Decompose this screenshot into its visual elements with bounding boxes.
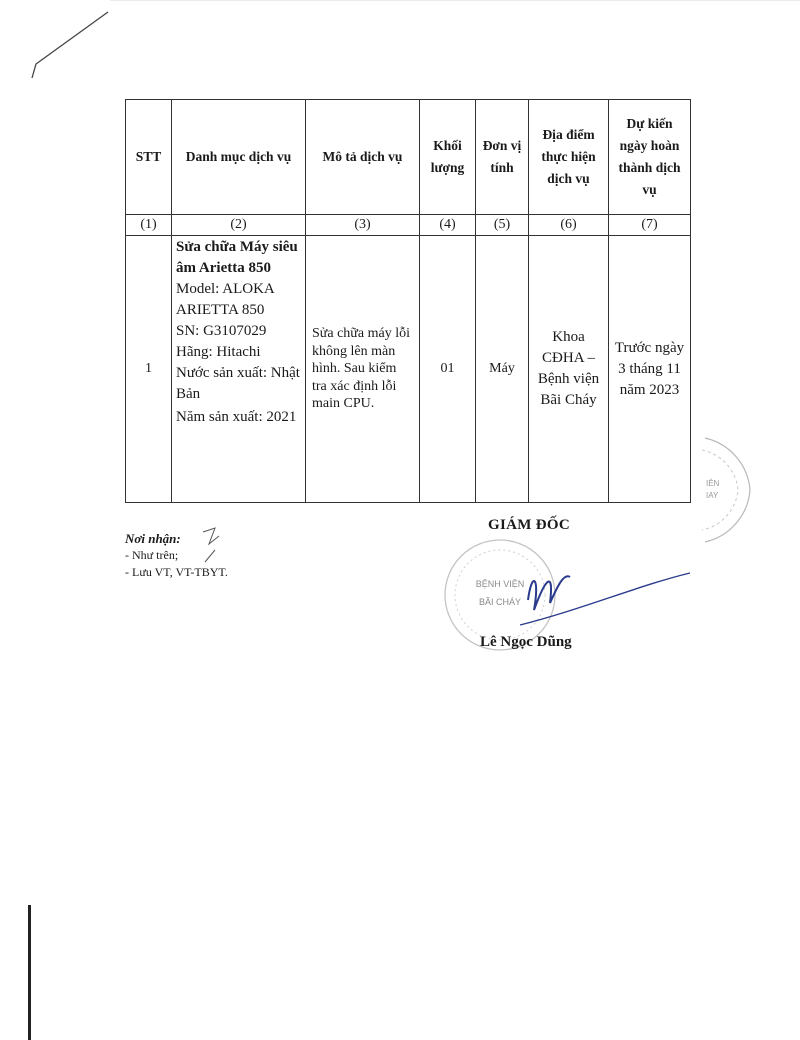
side-stamp-fragment: [700, 430, 760, 550]
header-location: Địa điểm thực hiện dịch vụ: [529, 100, 609, 215]
service-model: Model: ALOKA ARIETTA 850: [176, 281, 274, 318]
header-quantity: Khối lượng: [420, 100, 476, 215]
svg-text:IÊN: IÊN: [706, 479, 720, 488]
row-stt: 1: [126, 236, 172, 503]
service-origin: Nước sản xuất: Nhật Bản: [176, 365, 300, 402]
index-cell: (1): [126, 215, 172, 236]
signer-title: GIÁM ĐỐC: [488, 517, 570, 533]
row-deadline: Trước ngày 3 tháng 11 năm 2023: [609, 236, 691, 503]
services-table: [125, 99, 691, 503]
index-cell: (6): [529, 215, 609, 236]
header-description: Mô tả dịch vụ: [306, 100, 420, 215]
row-unit: Máy: [476, 236, 529, 503]
row-description: Sửa chữa máy lỗi không lên màn hình. Sau kiểm tra xác định lỗi main CPU.: [306, 236, 420, 503]
header-stt: STT: [126, 100, 172, 215]
scan-edge: [28, 905, 31, 1040]
index-cell: (2): [172, 215, 306, 236]
svg-text:BÃI CHÁY: BÃI CHÁY: [478, 597, 522, 607]
index-cell: (7): [609, 215, 691, 236]
recipients-title: Nơi nhận:: [125, 531, 181, 546]
fold-mark: [0, 0, 140, 90]
service-name: Sửa chữa Máy siêu âm Arietta 850: [176, 239, 298, 276]
service-serial: SN: G3107029: [176, 323, 267, 339]
index-row: [126, 215, 691, 236]
recipient-item: - Như trên;: [125, 548, 179, 562]
row-location: Khoa CĐHA – Bệnh viện Bãi Cháy: [529, 236, 609, 503]
header-row: [126, 100, 691, 215]
index-cell: (4): [420, 215, 476, 236]
svg-text:BỆNH VIỆN: BỆNH VIỆN: [475, 579, 525, 589]
recipient-item: - Lưu VT, VT-TBYT.: [125, 565, 228, 579]
initials-mark: [195, 522, 235, 567]
header-service-list: Danh mục dịch vụ: [172, 100, 306, 215]
index-cell: (3): [306, 215, 420, 236]
service-year: Năm sản xuất: 2021: [176, 409, 297, 425]
signature-block: [440, 515, 700, 665]
signer-name: Lê Ngọc Dũng: [480, 634, 572, 650]
row-service: [172, 236, 306, 503]
table-row: [126, 236, 691, 503]
header-unit: Đơn vị tính: [476, 100, 529, 215]
row-quantity: 01: [420, 236, 476, 503]
service-brand: Hãng: Hitachi: [176, 344, 261, 360]
svg-text:IAY: IAY: [706, 491, 719, 500]
index-cell: (5): [476, 215, 529, 236]
header-deadline: Dự kiến ngày hoàn thành dịch vụ: [609, 100, 691, 215]
